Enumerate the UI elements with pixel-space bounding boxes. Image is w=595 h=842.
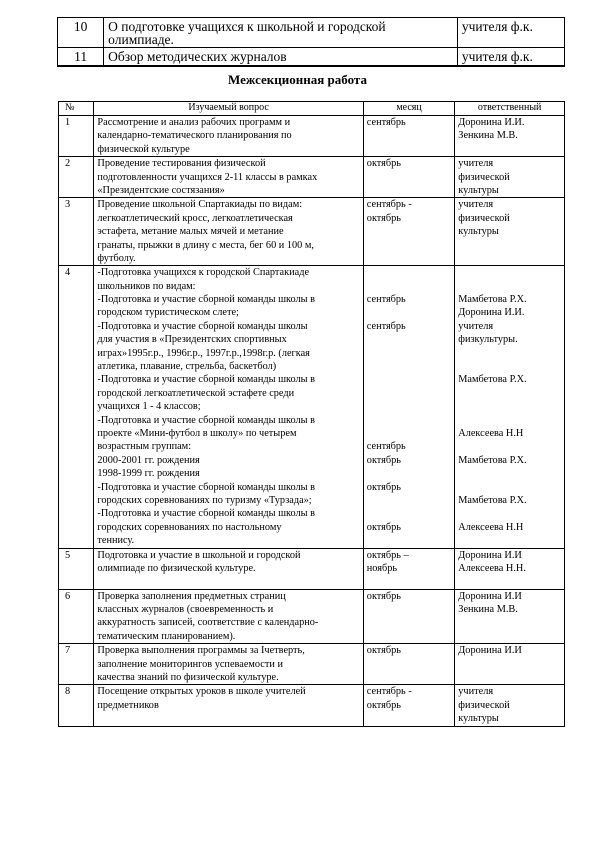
cell-line: теннису. xyxy=(97,535,135,547)
row-number: 11 xyxy=(58,47,104,66)
cell-line: Алексеева Н.Н xyxy=(458,427,524,439)
cell-line: олимпиаде по физической культуре. xyxy=(97,562,256,574)
cell-line xyxy=(367,129,451,142)
cell-line: школьников по видам: xyxy=(97,280,196,292)
row-responsible xyxy=(455,157,565,198)
cell-line xyxy=(367,266,451,279)
cell-line: Зенкина М.В. xyxy=(458,604,518,616)
row-number: 10 xyxy=(58,18,104,48)
cell-line xyxy=(367,414,451,427)
table-row xyxy=(59,266,565,548)
cell-line xyxy=(367,712,451,725)
cell-line: Доронина И.И xyxy=(458,645,522,657)
cell-line: Проведение тестирования физической xyxy=(97,158,266,170)
cell-line xyxy=(367,143,451,156)
cell-line: заполнение мониторингов успеваемости и xyxy=(97,658,283,670)
cell-line xyxy=(367,347,451,360)
cell-line: октябрь xyxy=(366,454,401,466)
cell-line xyxy=(97,575,359,588)
cell-line xyxy=(458,481,561,494)
row-question xyxy=(94,685,363,726)
row-responsible xyxy=(455,198,565,266)
cell-line: -Подготовка и участие сборной команды школы в xyxy=(97,414,315,426)
cell-line: 2000-2001 гг. рождения xyxy=(97,454,200,466)
cell-line: атлетика, плавание, стрельба, баскетбол) xyxy=(97,361,277,373)
cell-line: для участия в «Президентских спортивных xyxy=(97,334,287,346)
cell-line: ноябрь xyxy=(366,562,398,574)
cell-line: учителя xyxy=(458,320,494,332)
cell-line: учителя xyxy=(458,158,494,170)
cell-line: Рассмотрение и анализ рабочих программ и xyxy=(97,117,291,128)
table-row xyxy=(59,198,565,266)
cell-line: физической xyxy=(458,171,510,183)
row-topic xyxy=(104,47,458,66)
cell-line: Доронина И.И. xyxy=(458,117,525,128)
cell-line xyxy=(458,414,561,427)
cell-line xyxy=(367,427,451,440)
row-responsible xyxy=(455,644,565,685)
cell-line: октябрь xyxy=(366,212,401,224)
row-number: 2 xyxy=(59,157,94,198)
cell-line: Посещение открытых уроков в школе учителей xyxy=(97,686,306,698)
cell-line xyxy=(458,658,561,671)
row-responsible: учителя ф.к. xyxy=(457,47,564,66)
row-responsible xyxy=(455,589,565,644)
row-number: 7 xyxy=(59,644,94,685)
cell-line xyxy=(367,575,451,588)
cell-line: октябрь xyxy=(366,521,401,533)
cell-line: -Подготовка и участие сборной команды школы в xyxy=(97,481,315,493)
row-responsible: учителя ф.к. xyxy=(457,18,564,48)
cell-line xyxy=(367,671,451,684)
row-number: 3 xyxy=(59,198,94,266)
cell-line xyxy=(367,494,451,507)
cell-line: -Подготовка и участие сборной команды школы в xyxy=(97,294,315,306)
cell-line: сентябрь xyxy=(366,441,406,453)
cell-line xyxy=(458,534,561,547)
table-row xyxy=(58,47,565,66)
row-month xyxy=(363,548,454,589)
cell-line xyxy=(367,507,451,520)
cell-line: городской легкоатлетической эстафете среди xyxy=(97,387,295,399)
cell-line: культуры xyxy=(458,184,499,196)
row-question xyxy=(94,116,363,157)
cell-line: сентябрь xyxy=(366,117,406,128)
cell-line: городских соревнованиях по туризму «Турзада»; xyxy=(97,494,312,506)
cell-line: сентябрь xyxy=(366,320,406,332)
cell-line xyxy=(367,467,451,480)
cell-line: культуры xyxy=(458,226,499,238)
cell-line xyxy=(458,630,561,643)
cell-line: Мамбетова Р.Х. xyxy=(458,374,527,386)
cell-line xyxy=(367,171,451,184)
cell-line xyxy=(458,440,561,453)
header-question: Изучаемый вопрос xyxy=(94,102,363,116)
cell-line: сентябрь - xyxy=(366,686,412,698)
row-topic xyxy=(104,18,458,48)
cell-line xyxy=(97,712,359,725)
cell-line: Доронина И.И xyxy=(458,549,522,561)
table-row xyxy=(59,589,565,644)
row-question xyxy=(94,644,363,685)
cell-line: октябрь xyxy=(366,481,401,493)
cell-line: аккуратность записей, соответствие с календарно- xyxy=(97,617,319,629)
top-plan-table xyxy=(57,17,565,67)
cell-line: физической xyxy=(458,212,510,224)
cell-line xyxy=(458,467,561,480)
table-row xyxy=(59,644,565,685)
cell-line xyxy=(458,671,561,684)
cell-line xyxy=(367,184,451,197)
row-responsible xyxy=(455,116,565,157)
cell-line: Доронина И.И xyxy=(458,590,522,602)
cell-line xyxy=(367,333,451,346)
row-month xyxy=(363,157,454,198)
cell-line: Проведение школьной Спартакиады по видам: xyxy=(97,199,303,211)
header-month: месяц xyxy=(363,102,454,116)
cell-line: играх»1995г.р., 1996г.р., 1997г.р.,1998г.р. (легкая xyxy=(97,347,310,359)
cell-line: -Подготовка и участие сборной команды школы в xyxy=(97,508,315,520)
cell-line xyxy=(458,360,561,373)
cell-line: октябрь xyxy=(366,645,401,657)
header-responsible: ответственный xyxy=(455,102,565,116)
cell-line: учащихся 1 - 4 классов; xyxy=(97,401,201,413)
row-responsible xyxy=(455,548,565,589)
cell-line xyxy=(367,306,451,319)
cell-line: -Подготовка учащихся к городской Спартакиаде xyxy=(97,267,310,279)
row-question xyxy=(94,198,363,266)
table-row xyxy=(59,157,565,198)
row-month xyxy=(363,685,454,726)
cell-line: тематическим планированием). xyxy=(97,630,236,642)
cell-line xyxy=(458,387,561,400)
cell-line: Доронина И.И. xyxy=(458,307,525,319)
row-number: 1 xyxy=(59,116,94,157)
row-number: 4 xyxy=(59,266,94,548)
cell-line xyxy=(458,252,561,265)
cell-line: Проверка выполнения программы за Iчетверть, xyxy=(97,645,305,657)
row-question xyxy=(94,589,363,644)
row-responsible xyxy=(455,266,565,548)
row-question xyxy=(94,157,363,198)
cell-line xyxy=(367,630,451,643)
cell-line xyxy=(458,280,561,293)
row-month xyxy=(363,589,454,644)
cell-line: физической культуре xyxy=(97,143,190,155)
cell-line: учителя xyxy=(458,199,494,211)
cell-line xyxy=(458,400,561,413)
table-row xyxy=(59,116,565,157)
row-question xyxy=(94,266,363,548)
row-number: 6 xyxy=(59,589,94,644)
cell-line xyxy=(367,603,451,616)
cell-line: физической xyxy=(458,699,510,711)
cell-line: «Президентские состязания» xyxy=(97,184,225,196)
cell-line: Проверка заполнения предметных страниц xyxy=(97,590,286,602)
cell-line: городском туристическом слете; xyxy=(97,307,239,319)
cell-line: легкоатлетический кросс, легкоатлетическая xyxy=(97,212,293,224)
cell-line xyxy=(458,239,561,252)
cell-line xyxy=(458,575,561,588)
cell-line: возрастным группам: xyxy=(97,441,192,453)
cell-line xyxy=(367,387,451,400)
cell-line xyxy=(367,658,451,671)
row-number: 8 xyxy=(59,685,94,726)
cell-line: Алексеева Н.Н. xyxy=(458,562,526,574)
cell-line: Подготовка и участие в школьной и городской xyxy=(97,549,301,561)
row-month xyxy=(363,266,454,548)
cell-line: октябрь xyxy=(366,158,401,170)
cell-line: учителя xyxy=(458,686,494,698)
table-row xyxy=(59,548,565,589)
cell-line xyxy=(367,252,451,265)
cell-line xyxy=(458,616,561,629)
cell-line: октябрь xyxy=(366,590,401,602)
cell-line xyxy=(367,280,451,293)
cell-line: футболу. xyxy=(97,252,136,264)
header-number: № xyxy=(59,102,94,116)
cell-line xyxy=(367,534,451,547)
table-header-row xyxy=(59,102,565,116)
cell-line: октябрь – xyxy=(366,549,409,561)
cell-line: октябрь xyxy=(366,699,401,711)
table-row xyxy=(59,685,565,726)
cell-line: классных журналов (своевременность и xyxy=(97,604,274,616)
cell-line xyxy=(367,360,451,373)
cell-line: О подготовке учащихся к школьной и городской xyxy=(108,19,386,34)
cell-line xyxy=(458,143,561,156)
cell-line: проекте «Мини-футбол в школу» по четырем xyxy=(97,427,297,439)
cell-line xyxy=(367,373,451,386)
section-title: Межсекционная работа xyxy=(228,72,367,87)
intersection-work-table xyxy=(58,101,565,727)
cell-line: -Подготовка и участие сборной команды школы xyxy=(97,320,308,332)
cell-line: подготовленности учащихся 2-11 классы в рамках xyxy=(97,171,318,183)
cell-line: сентябрь xyxy=(366,294,406,306)
cell-line xyxy=(458,507,561,520)
cell-line xyxy=(367,616,451,629)
cell-line: Мамбетова Р.Х. xyxy=(458,294,527,306)
row-month xyxy=(363,198,454,266)
cell-line: предметников xyxy=(97,699,159,711)
cell-line: -Подготовка и участие сборной команды школы в xyxy=(97,374,315,386)
cell-line: культуры xyxy=(458,713,499,725)
cell-line xyxy=(367,400,451,413)
row-question xyxy=(94,548,363,589)
cell-line: Мамбетова Р.Х. xyxy=(458,494,527,506)
cell-line: городских соревнованиях по настольному xyxy=(97,521,282,533)
cell-line: календарно-тематического планирования по xyxy=(97,130,292,142)
row-responsible xyxy=(455,685,565,726)
cell-line: гранаты, прыжки в длину с места, бег 60 и 100 м, xyxy=(97,239,314,251)
cell-line: физкультуры. xyxy=(458,334,518,346)
table-row xyxy=(58,18,565,48)
cell-line: Обзор методических журналов xyxy=(108,48,287,64)
row-month xyxy=(363,116,454,157)
cell-line: эстафета, метание малых мячей и метание xyxy=(97,226,284,238)
cell-line: 1998-1999 гг. рождения xyxy=(97,468,200,480)
cell-line: олимпиаде. xyxy=(108,32,174,48)
cell-line: Зенкина М.В. xyxy=(458,130,518,142)
cell-line xyxy=(367,239,451,252)
cell-line xyxy=(458,347,561,360)
cell-line: качества знаний по физической культуре. xyxy=(97,672,279,684)
cell-line: Мамбетова Р.Х. xyxy=(458,454,527,466)
row-number: 5 xyxy=(59,548,94,589)
cell-line xyxy=(367,225,451,238)
cell-line: сентябрь - xyxy=(366,199,412,211)
cell-line xyxy=(458,266,561,279)
row-month xyxy=(363,644,454,685)
cell-line: Алексеева Н.Н xyxy=(458,521,524,533)
